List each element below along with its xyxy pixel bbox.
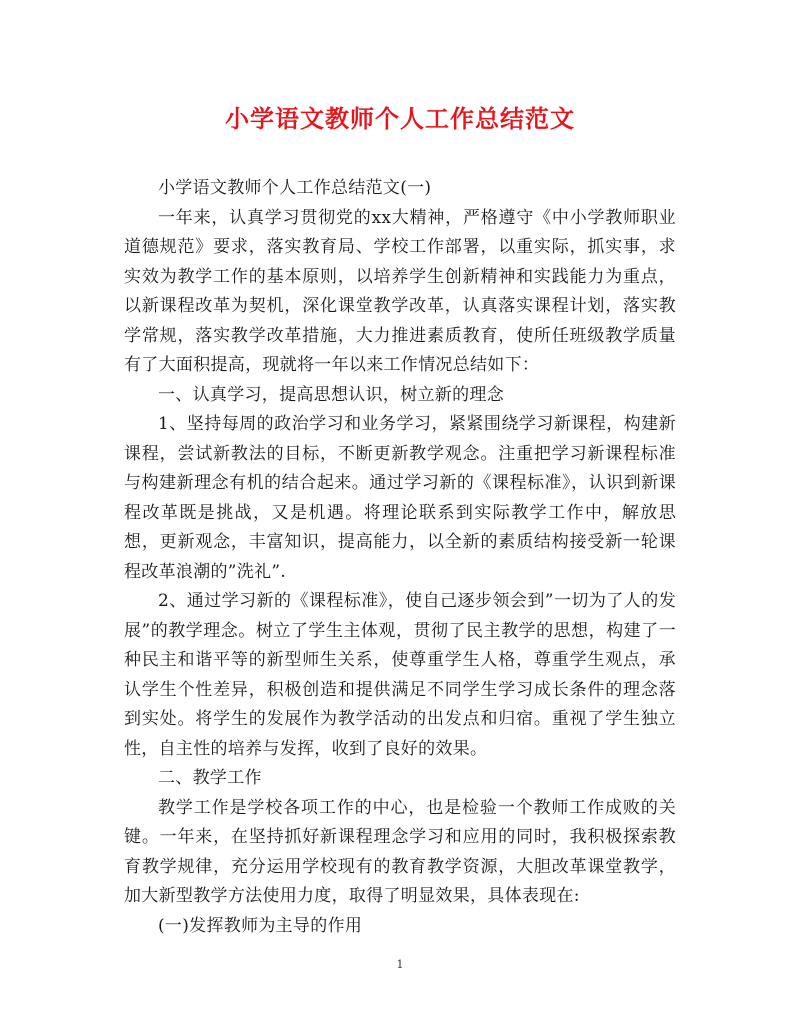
document-body xyxy=(124,174,676,941)
body-paragraph-3: 教学工作是学校各项工作的中心，也是检验一个教师工作成败的关键。一年来，在坚持抓好新课程理念学习和应用的同时，我积极探索教育教学规律，充分运用学校现有的教育教学资源，大胆改革课堂教学，加大新型教学方法使用力度，取得了明显效果，具体表现在: xyxy=(124,797,676,906)
document-title: 小学语文教师个人工作总结范文 xyxy=(225,104,575,133)
section-heading-2: 二、教学工作 xyxy=(158,768,262,788)
page-number: 1 xyxy=(396,958,404,971)
subsection-heading-1: (一)发挥教师为主导的作用 xyxy=(158,915,363,936)
body-paragraph-2: 2、通过学习新的《课程标准》，使自己逐步领会到”一切为了人的发展”的教学理念。树立了学生主体观，贯彻了民主教学的思想，构建了一种民主和谐平等的新型师生关系，使尊重学生人格，尊重学生观点，承认学生个性差异，积极创造和提供满足不同学生学习成长条件的理念落到实处。将学生的发展作为教学活动的出发点和归宿。重视了学生独立性，自主性的培养与发挥，收到了良好的效果。 xyxy=(124,591,676,759)
intro-paragraph: 一年来，认真学习贯彻党的xx大精神，严格遵守《中小学教师职业道德规范》要求，落实教育局、学校工作部署，以重实际，抓实事，求实效为教学工作的基本原则，以培养学生创新精神和实践能力为重点，以新课程改革为契机，深化课堂教学改革，认真落实课程计划，落实教学常规，落实教学改革措施，大力推进素质教育，使所任班级教学质量有了大面积提高，现就将一年以来工作情况总结如下： xyxy=(124,207,676,375)
body-paragraph-1: 1、坚持每周的政治学习和业务学习，紧紧围绕学习新课程，构建新课程，尝试新教法的目标，不断更新教学观念。注重把学习新课程标准与构建新理念有机的结合起来。通过学习新的《课程标准》，认识到新课程改革既是挑战，又是机遇。将理论联系到实际教学工作中，解放思想，更新观念，丰富知识，提高能力，以全新的素质结构接受新一轮课程改革浪潮的”洗礼”. xyxy=(124,414,676,582)
section-heading-1: 一、认真学习，提高思想认识，树立新的理念 xyxy=(158,384,504,405)
subtitle-paragraph: 小学语文教师个人工作总结范文(一) xyxy=(158,178,432,198)
